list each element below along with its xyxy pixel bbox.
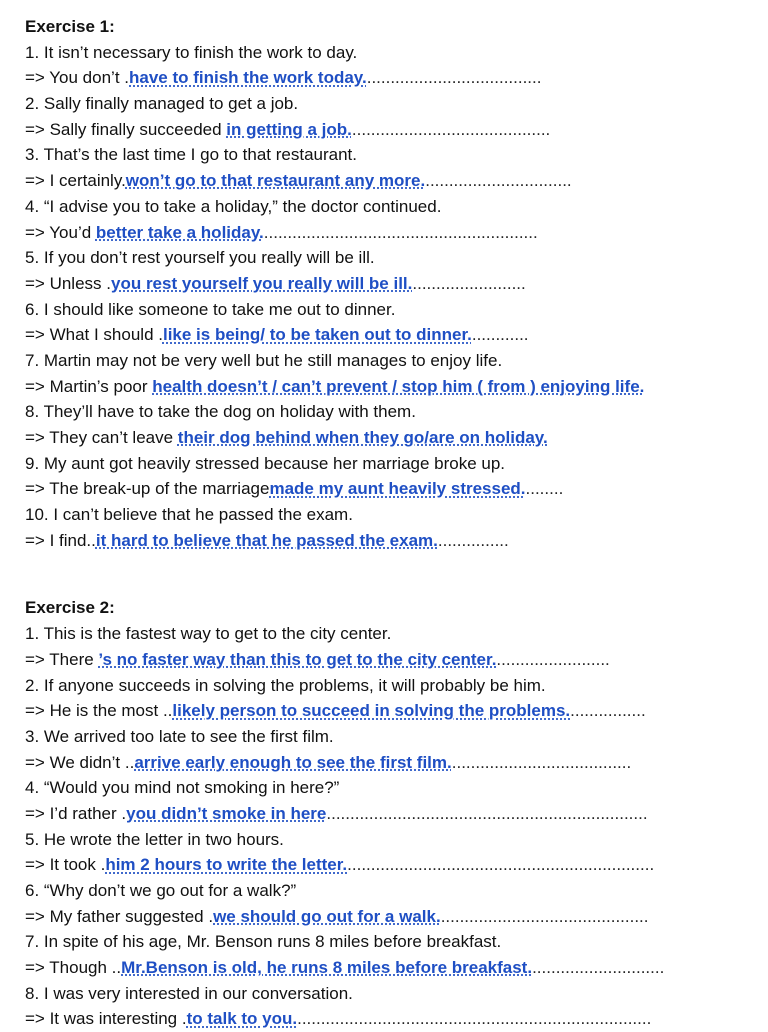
dotted-trail: ............ (471, 325, 529, 345)
answer-prefix: => Unless . (25, 273, 111, 293)
handwritten-answer: you rest yourself you really will be ill. (111, 273, 413, 293)
dotted-trail: ........ (525, 479, 564, 499)
question-line: 7. Martin may not be very well but he still manages to enjoy life. (25, 350, 503, 370)
handwritten-answer: won’t go to that restaurant any more. (125, 171, 426, 191)
handwritten-answer: their dog behind when they go/are on holiday. (177, 428, 548, 447)
answer-line (25, 852, 750, 878)
question-line: 4. “Would you mind not smoking in here?” (25, 778, 340, 798)
answer-line (25, 322, 750, 348)
answer-line (25, 374, 750, 400)
exercise-1-title: Exercise 1: (25, 17, 115, 36)
answer-line (25, 271, 750, 297)
question-line: 6. “Why don’t we go out for a walk?” (25, 881, 297, 900)
answer-line (25, 476, 750, 502)
answer-line (25, 955, 750, 981)
answer-prefix: => I’d rather . (25, 803, 127, 823)
answer-prefix: => He is the most .. (25, 701, 173, 721)
exercise-2-items (25, 621, 750, 1032)
dotted-trail: .......................................... (351, 119, 551, 139)
question-line: 8. I was very interested in our conversation. (25, 983, 353, 1003)
handwritten-answer: arrive early enough to see the first film. (134, 752, 452, 772)
handwritten-answer: ’s no faster way than this to get to the city center. (98, 649, 497, 669)
question-line: 5. He wrote the letter in two hours. (25, 829, 284, 849)
answer-line (25, 528, 750, 554)
dotted-trail: .................................................................... (326, 803, 648, 823)
answer-line (25, 750, 750, 776)
answer-prefix: => It was interesting . (25, 1009, 187, 1029)
answer-line (25, 904, 750, 930)
question-line: 1. It isn’t necessary to finish the work to day. (25, 42, 358, 62)
question-line: 4. “I advise you to take a holiday,” the doctor continued. (25, 196, 442, 216)
handwritten-answer: you didn’t smoke in here (126, 803, 327, 823)
dotted-trail: .......................................................... (263, 222, 538, 242)
handwritten-answer: health doesn’t / can’t prevent / stop him ( from ) enjoying life. (152, 376, 645, 396)
question-line: 5. If you don’t rest yourself you really will be ill. (25, 248, 375, 268)
question-line: 10. I can’t believe that he passed the exam. (25, 505, 353, 525)
handwritten-answer: it hard to believe that he passed the exam. (95, 530, 438, 550)
exercise-2-title: Exercise 2: (25, 598, 115, 618)
answer-line (25, 117, 750, 143)
answer-line (25, 698, 750, 724)
handwritten-answer: like is being/ to be taken out to dinner. (162, 325, 472, 345)
answer-prefix: => My father suggested . (25, 906, 214, 926)
answer-prefix: => The break-up of the marriage (25, 479, 270, 499)
question-line: 2. Sally finally managed to get a job. (25, 94, 299, 114)
answer-prefix: => Sally finally succeeded (25, 119, 227, 139)
question-line: 3. We arrived too late to see the first film. (25, 726, 334, 746)
section-gap (25, 553, 750, 595)
answer-prefix: => Though .. (25, 958, 122, 978)
handwritten-answer: likely person to succeed in solving the problems. (172, 701, 571, 721)
handwritten-answer: to talk to you. (186, 1009, 298, 1029)
answer-prefix: => You don’t . (25, 68, 129, 88)
question-line: 3. That’s the last time I go to that restaurant. (25, 145, 357, 165)
handwritten-answer: better take a holiday. (95, 222, 264, 242)
dotted-trail: ..................................... (366, 68, 542, 88)
exercise-1-items (25, 40, 750, 554)
question-line: 2. If anyone succeeds in solving the problems, it will probably be him. (25, 675, 546, 695)
answer-line (25, 168, 750, 194)
answer-line (25, 65, 750, 91)
answer-prefix: => I certainly. (25, 171, 126, 191)
worksheet (25, 14, 750, 1032)
question-line: 1. This is the fastest way to get to the city center. (25, 624, 392, 644)
answer-line (25, 425, 750, 451)
question-line: 9. My aunt got heavily stressed because her marriage broke up. (25, 453, 506, 473)
dotted-trail: ............................ (532, 958, 665, 978)
answer-prefix: => Martin’s poor (25, 376, 153, 396)
answer-prefix: => What I should . (25, 325, 163, 345)
answer-prefix: => I find.. (25, 530, 96, 550)
answer-prefix: => We didn’t .. (25, 752, 135, 772)
dotted-trail: ................................................................. (347, 855, 655, 875)
answer-line (25, 801, 750, 827)
dotted-trail: ........................................................................... (297, 1009, 652, 1029)
dotted-trail: ............................... (425, 171, 572, 191)
handwritten-answer: Mr.Benson is old, he runs 8 miles before breakfast. (121, 958, 533, 978)
handwritten-answer: him 2 hours to write the letter. (105, 855, 348, 875)
dotted-trail: ................ (570, 701, 646, 721)
answer-prefix: => They can’t leave (25, 428, 178, 447)
answer-line (25, 220, 750, 246)
answer-prefix: => It took . (25, 855, 106, 875)
dotted-trail: ............................................ (440, 906, 649, 926)
answer-line (25, 1006, 750, 1032)
question-line: 6. I should like someone to take me out to dinner. (25, 299, 396, 319)
question-line: 8. They’ll have to take the dog on holiday with them. (25, 402, 416, 422)
dotted-trail: ...................................... (451, 752, 632, 772)
handwritten-answer: we should go out for a walk. (213, 906, 441, 926)
answer-prefix: => There (25, 649, 99, 669)
handwritten-answer: made my aunt heavily stressed. (269, 479, 526, 499)
question-line: 7. In spite of his age, Mr. Benson runs 8 miles before breakfast. (25, 932, 502, 952)
answer-line (25, 647, 750, 673)
handwritten-answer: in getting a job. (226, 119, 352, 139)
answer-prefix: => You’d (25, 222, 96, 242)
handwritten-answer: have to finish the work today. (129, 68, 367, 88)
dotted-trail: ........................ (496, 649, 610, 669)
dotted-trail: ............... (437, 530, 509, 550)
dotted-trail: ........................ (412, 273, 526, 293)
